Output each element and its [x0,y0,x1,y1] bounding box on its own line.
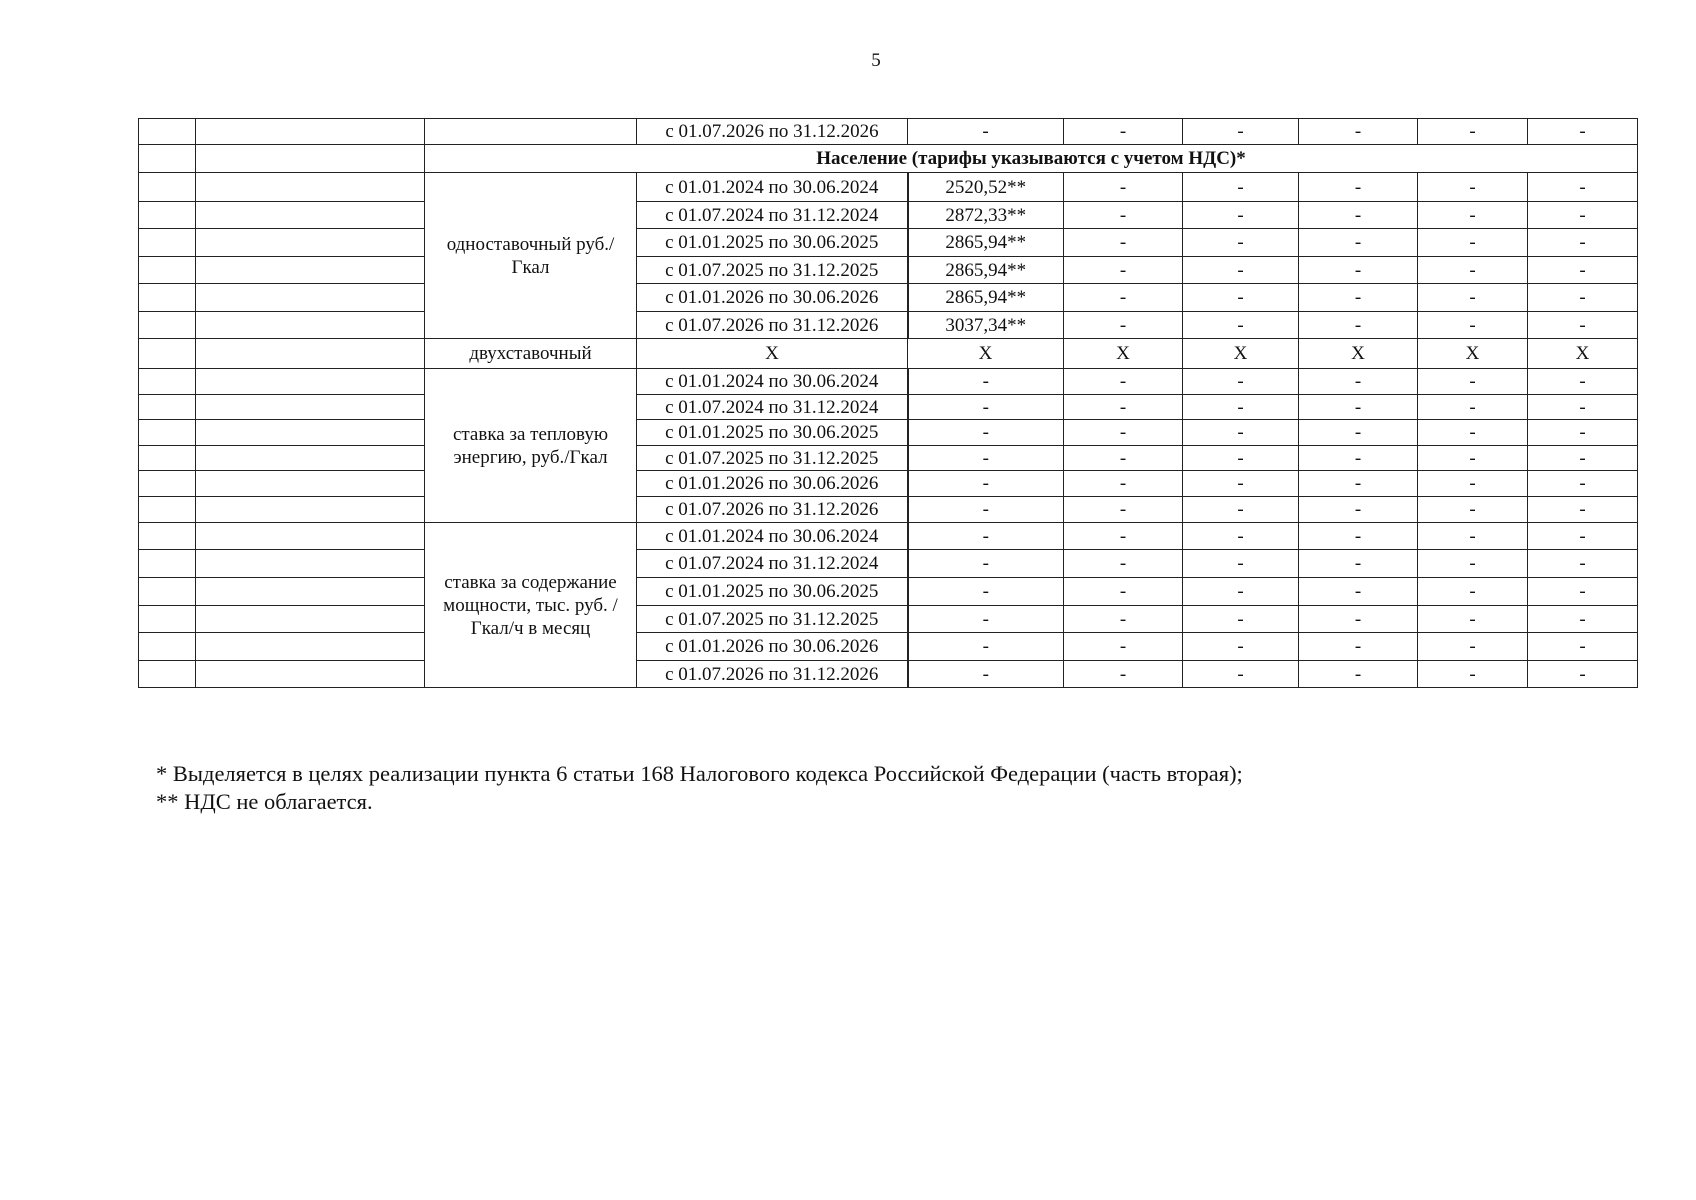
tariff-value-cell: 2865,94** [908,284,1064,312]
tariff-value-cell: - [1299,578,1418,606]
tariff-value-cell: - [1299,446,1418,471]
tariff-value-cell: - [908,606,1064,633]
period-cell: с 01.07.2024 по 31.12.2024 [637,395,908,420]
tariff-value-cell: - [1183,523,1299,550]
tariff-value-cell: - [1528,257,1638,284]
tariff-value-cell: - [1183,578,1299,606]
tariff-value-cell: - [1064,420,1183,446]
tariff-value-cell: - [1183,661,1299,688]
section-header: Население (тарифы указываются с учетом НДС)* [425,145,1638,173]
row-number-cell [139,284,196,312]
tariff-value-cell: - [1064,369,1183,395]
organization-cell [196,471,425,497]
tariff-value-cell: - [1528,312,1638,339]
row-number-cell [139,578,196,606]
tariff-value-cell: - [1064,606,1183,633]
category-cell: ставка за тепловую энергию, руб./Гкал [425,369,637,523]
tariff-value-cell: - [1183,606,1299,633]
tariff-value-cell: - [1064,550,1183,578]
period-cell: с 01.01.2024 по 30.06.2024 [637,369,908,395]
tariff-value-cell: - [908,446,1064,471]
tariff-value-cell: - [1064,257,1183,284]
tariff-value-cell: - [1183,446,1299,471]
tariff-value-cell: - [1299,173,1418,202]
row-number-cell [139,633,196,661]
tariff-value-cell: X [1299,339,1418,369]
footnote-vat-exempt: ** НДС не облагается. [156,789,373,814]
tariff-value-cell: X [1064,339,1183,369]
period-cell: с 01.07.2025 по 31.12.2025 [637,257,908,284]
table-row [139,661,1638,688]
tariff-value-cell: - [1528,202,1638,229]
organization-cell [196,606,425,633]
tariff-value-cell: - [1299,471,1418,497]
tariff-value-cell: - [1528,229,1638,257]
tariff-value-cell: - [1528,550,1638,578]
table-row [139,229,1638,257]
tariff-value-cell: - [1183,633,1299,661]
tariff-value-cell: - [908,661,1064,688]
tariff-value-cell: - [1299,257,1418,284]
tariff-value-cell: - [1299,119,1418,145]
tariff-value-cell: - [1418,550,1528,578]
table-row [139,284,1638,312]
tariff-value-cell: X [1528,339,1638,369]
period-cell: с 01.07.2025 по 31.12.2025 [637,606,908,633]
tariff-value-cell: - [1064,173,1183,202]
tariff-value-cell: X [1183,339,1299,369]
tariff-value-cell: - [1418,420,1528,446]
footnote-vat-allocated: * Выделяется в целях реализации пункта 6 статьи 168 Налогового кодекса Российской Федерации (часть вторая); [156,761,1243,786]
organization-cell [196,173,425,202]
table-row [139,339,1638,369]
tariff-value-cell: - [1299,229,1418,257]
row-number-cell [139,145,196,173]
section-header-row [139,145,1638,173]
period-cell: с 01.01.2025 по 30.06.2025 [637,229,908,257]
tariff-value-cell: - [1299,633,1418,661]
period-cell: с 01.01.2025 по 30.06.2025 [637,420,908,446]
tariff-value-cell: - [1299,523,1418,550]
organization-cell [196,497,425,523]
tariff-value-cell: - [1299,606,1418,633]
organization-cell [196,257,425,284]
table-row [139,420,1638,446]
tariff-value-cell: - [1418,471,1528,497]
tariff-value-cell: - [1528,633,1638,661]
period-cell: с 01.07.2026 по 31.12.2026 [637,312,908,339]
tariff-value-cell: - [1528,369,1638,395]
row-number-cell [139,420,196,446]
tariff-value-cell: - [1183,395,1299,420]
tariff-value-cell: - [1418,202,1528,229]
tariff-value-cell: - [1183,257,1299,284]
tariff-value-cell: 2520,52** [908,173,1064,202]
period-cell: с 01.07.2026 по 31.12.2026 [637,119,908,145]
tariff-value-cell: - [1418,257,1528,284]
tariff-value-cell: - [1528,497,1638,523]
row-number-cell [139,339,196,369]
row-number-cell [139,523,196,550]
row-number-cell [139,369,196,395]
tariff-value-cell: - [1418,312,1528,339]
period-cell: с 01.01.2026 по 30.06.2026 [637,633,908,661]
table-row [139,369,1638,395]
tariff-value-cell: - [1418,578,1528,606]
tariff-value-cell: - [1064,523,1183,550]
tariff-value-cell: - [1064,395,1183,420]
tariff-value-cell: - [1418,173,1528,202]
tariff-value-cell: - [1418,446,1528,471]
tariff-value-cell: - [1299,202,1418,229]
row-number-cell [139,257,196,284]
tariff-value-cell: - [1299,395,1418,420]
tariff-value-cell: - [908,119,1064,145]
tariff-value-cell: - [1418,369,1528,395]
tariff-value-cell: - [1064,578,1183,606]
tariff-value-cell: 2872,33** [908,202,1064,229]
tariff-value-cell: - [1418,497,1528,523]
tariff-table [138,118,1638,688]
tariff-value-cell: - [1528,578,1638,606]
organization-cell [196,550,425,578]
tariff-value-cell: - [1183,471,1299,497]
tariff-value-cell: - [1064,284,1183,312]
tariff-value-cell: - [908,420,1064,446]
organization-cell [196,369,425,395]
tariff-value-cell: - [1299,284,1418,312]
table-row [139,606,1638,633]
period-cell: с 01.01.2024 по 30.06.2024 [637,173,908,202]
organization-cell [196,578,425,606]
organization-cell [196,446,425,471]
organization-cell [196,229,425,257]
tariff-value-cell: - [1183,202,1299,229]
organization-cell [196,339,425,369]
row-number-cell [139,202,196,229]
row-number-cell [139,229,196,257]
tariff-value-cell: - [1418,606,1528,633]
table-row [139,471,1638,497]
tariff-value-cell: - [1528,471,1638,497]
tariff-value-cell: - [1299,550,1418,578]
row-number-cell [139,395,196,420]
table-row [139,497,1638,523]
tariff-value-cell: 2865,94** [908,257,1064,284]
table-row [139,202,1638,229]
period-cell: с 01.01.2024 по 30.06.2024 [637,523,908,550]
tariff-value-cell: - [1418,119,1528,145]
tariff-value-cell: - [1299,312,1418,339]
row-number-cell [139,550,196,578]
tariff-value-cell: - [908,395,1064,420]
tariff-value-cell: - [1183,284,1299,312]
period-cell: с 01.01.2026 по 30.06.2026 [637,284,908,312]
category-cell [425,119,637,145]
table-row [139,173,1638,202]
tariff-value-cell: - [1183,497,1299,523]
tariff-value-cell: - [908,523,1064,550]
organization-cell [196,312,425,339]
organization-cell [196,119,425,145]
row-number-cell [139,497,196,523]
tariff-value-cell: X [908,339,1064,369]
table-row [139,312,1638,339]
organization-cell [196,633,425,661]
tariff-value-cell: - [1183,229,1299,257]
organization-cell [196,523,425,550]
table-row [139,257,1638,284]
row-number-cell [139,446,196,471]
organization-cell [196,395,425,420]
tariff-value-cell: - [1528,523,1638,550]
tariff-value-cell: - [1299,661,1418,688]
table-row [139,395,1638,420]
tariff-value-cell: 3037,34** [908,312,1064,339]
tariff-value-cell: - [1299,497,1418,523]
tariff-value-cell: - [1528,395,1638,420]
tariff-value-cell: - [1064,229,1183,257]
row-number-cell [139,471,196,497]
tariff-value-cell: - [1064,661,1183,688]
tariff-value-cell: - [1064,497,1183,523]
tariff-value-cell: - [908,497,1064,523]
table-row [139,578,1638,606]
tariff-value-cell: - [908,471,1064,497]
organization-cell [196,145,425,173]
tariff-value-cell: - [1183,550,1299,578]
period-cell: с 01.07.2024 по 31.12.2024 [637,550,908,578]
period-cell: с 01.01.2025 по 30.06.2025 [637,578,908,606]
tariff-value-cell: - [1064,312,1183,339]
category-cell: ставка за содержание мощности, тыс. руб. /Гкал/ч в месяц [425,523,637,688]
footnotes [156,760,1606,816]
row-number-cell [139,606,196,633]
page-number: 5 [871,50,881,71]
tariff-value-cell: - [1183,173,1299,202]
table-row [139,550,1638,578]
tariff-value-cell: 2865,94** [908,229,1064,257]
row-number-cell [139,661,196,688]
tariff-value-cell: - [1064,119,1183,145]
tariff-value-cell: - [1183,119,1299,145]
period-cell: X [637,339,908,369]
tariff-value-cell: - [1183,420,1299,446]
tariff-value-cell: - [1528,119,1638,145]
row-number-cell [139,119,196,145]
tariff-value-cell: - [1183,312,1299,339]
tariff-value-cell: - [1418,523,1528,550]
tariff-value-cell: - [1064,471,1183,497]
organization-cell [196,284,425,312]
tariff-value-cell: - [1418,284,1528,312]
tariff-value-cell: - [1528,606,1638,633]
table-row [139,633,1638,661]
row-number-cell [139,173,196,202]
period-cell: с 01.07.2026 по 31.12.2026 [637,661,908,688]
period-cell: с 01.01.2026 по 30.06.2026 [637,471,908,497]
tariff-value-cell: - [908,578,1064,606]
period-cell: с 01.07.2024 по 31.12.2024 [637,202,908,229]
tariff-value-cell: - [1418,633,1528,661]
table-row [139,446,1638,471]
organization-cell [196,420,425,446]
tariff-value-cell: - [1418,395,1528,420]
tariff-value-cell: - [1528,173,1638,202]
tariff-value-cell: - [1528,661,1638,688]
tariff-value-cell: - [1183,369,1299,395]
category-cell: двухставочный [425,339,637,369]
category-cell: одноставочный руб./Гкал [425,173,637,339]
tariff-value-cell: - [1299,420,1418,446]
tariff-value-cell: - [1418,661,1528,688]
tariff-value-cell: - [1064,633,1183,661]
tariff-value-cell: - [1064,446,1183,471]
tariff-value-cell: X [1418,339,1528,369]
tariff-value-cell: - [1064,202,1183,229]
period-cell: с 01.07.2026 по 31.12.2026 [637,497,908,523]
table-row [139,119,1638,145]
row-number-cell [139,312,196,339]
organization-cell [196,661,425,688]
period-cell: с 01.07.2025 по 31.12.2025 [637,446,908,471]
tariff-value-cell: - [1418,229,1528,257]
tariff-value-cell: - [1299,369,1418,395]
tariff-value-cell: - [1528,420,1638,446]
table-row [139,523,1638,550]
tariff-value-cell: - [908,550,1064,578]
tariff-value-cell: - [908,369,1064,395]
organization-cell [196,202,425,229]
tariff-value-cell: - [1528,446,1638,471]
tariff-value-cell: - [908,633,1064,661]
tariff-value-cell: - [1528,284,1638,312]
